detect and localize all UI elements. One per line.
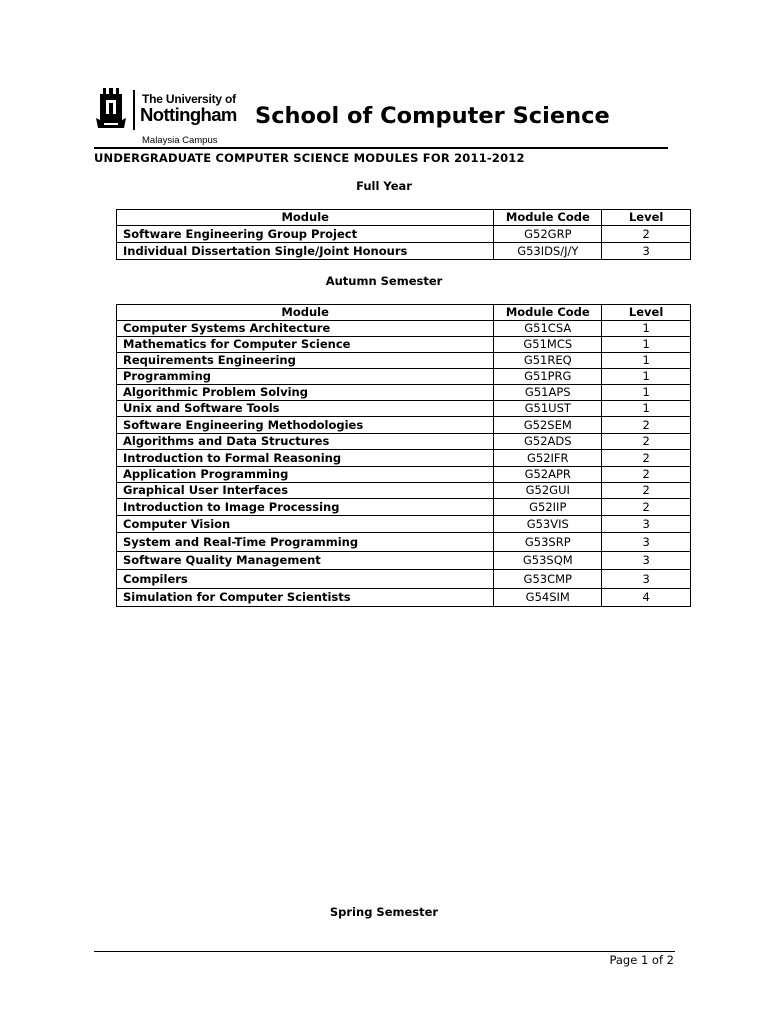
table-row [117,385,691,401]
module-cell: System and Real-Time Programming [117,533,494,552]
table-row [117,434,691,450]
module-code-cell: G53SRP [494,533,602,552]
module-cell: Simulation for Computer Scientists [117,589,494,607]
table-row [117,570,691,589]
module-code-cell: G52ADS [494,434,602,450]
module-code-cell: G52IIP [494,499,602,516]
module-cell: Software Engineering Group Project [117,226,494,243]
module-cell: Graphical User Interfaces [117,483,494,499]
module-code-cell: G52IFR [494,450,602,467]
column-header-module-code: Module Code [494,305,602,321]
level-cell: 2 [602,483,691,499]
school-title: School of Computer Science [255,103,610,129]
campus-name: Malaysia Campus [142,135,218,146]
university-name-line1: The University of [142,92,236,106]
level-cell: 1 [602,353,691,369]
document-title: UNDERGRADUATE COMPUTER SCIENCE MODULES FOR 2011-2012 [94,151,525,165]
module-cell: Software Quality Management [117,552,494,570]
level-cell: 1 [602,385,691,401]
level-cell: 1 [602,337,691,353]
table-row [117,369,691,385]
table-row [117,417,691,434]
module-code-cell: G51PRG [494,369,602,385]
logo-divider [133,90,135,130]
table-row [117,337,691,353]
level-cell: 2 [602,434,691,450]
table-row [117,401,691,417]
module-code-cell: G53CMP [494,570,602,589]
level-cell: 3 [602,516,691,533]
module-code-cell: G53VIS [494,516,602,533]
module-cell: Algorithms and Data Structures [117,434,494,450]
table-row [117,467,691,483]
level-cell: 2 [602,226,691,243]
module-cell: Requirements Engineering [117,353,494,369]
module-cell: Mathematics for Computer Science [117,337,494,353]
section-title-full-year: Full Year [356,179,412,193]
level-cell: 2 [602,450,691,467]
footer-divider [94,951,675,952]
full-year-modules-table [116,209,691,260]
module-cell: Algorithmic Problem Solving [117,385,494,401]
module-code-cell: G52APR [494,467,602,483]
table-header-row [117,305,691,321]
table-row [117,321,691,337]
module-cell: Individual Dissertation Single/Joint Honours [117,243,494,260]
module-cell: Application Programming [117,467,494,483]
table-row [117,499,691,516]
module-code-cell: G51MCS [494,337,602,353]
column-header-level: Level [602,305,691,321]
module-cell: Computer Vision [117,516,494,533]
table-header-row [117,210,691,226]
module-cell: Software Engineering Methodologies [117,417,494,434]
column-header-module: Module [117,305,494,321]
level-cell: 2 [602,499,691,516]
table-row [117,516,691,533]
level-cell: 3 [602,570,691,589]
module-code-cell: G53SQM [494,552,602,570]
table-row [117,589,691,607]
module-code-cell: G52GRP [494,226,602,243]
autumn-modules-table [116,304,691,607]
level-cell: 3 [602,533,691,552]
level-cell: 1 [602,369,691,385]
level-cell: 3 [602,243,691,260]
page-number: Page 1 of 2 [609,953,674,967]
column-header-level: Level [602,210,691,226]
module-code-cell: G53IDS/J/Y [494,243,602,260]
table-row [117,353,691,369]
module-cell: Computer Systems Architecture [117,321,494,337]
crest-icon [94,88,128,132]
module-code-cell: G51CSA [494,321,602,337]
header-divider [94,147,668,149]
column-header-module-code: Module Code [494,210,602,226]
section-title-autumn: Autumn Semester [325,274,443,288]
module-code-cell: G54SIM [494,589,602,607]
level-cell: 2 [602,467,691,483]
level-cell: 4 [602,589,691,607]
table-row [117,243,691,260]
module-cell: Introduction to Image Processing [117,499,494,516]
module-cell: Compilers [117,570,494,589]
table-row [117,483,691,499]
section-title-spring: Spring Semester [329,905,439,919]
level-cell: 1 [602,321,691,337]
module-code-cell: G52SEM [494,417,602,434]
module-code-cell: G51UST [494,401,602,417]
level-cell: 2 [602,417,691,434]
level-cell: 3 [602,552,691,570]
table-row [117,226,691,243]
module-code-cell: G52GUI [494,483,602,499]
module-cell: Programming [117,369,494,385]
module-code-cell: G51REQ [494,353,602,369]
module-cell: Unix and Software Tools [117,401,494,417]
column-header-module: Module [117,210,494,226]
module-cell: Introduction to Formal Reasoning [117,450,494,467]
module-code-cell: G51APS [494,385,602,401]
university-logo [94,88,254,150]
table-row [117,533,691,552]
table-row [117,450,691,467]
table-row [117,552,691,570]
level-cell: 1 [602,401,691,417]
university-name-line2: Nottingham [140,104,237,125]
